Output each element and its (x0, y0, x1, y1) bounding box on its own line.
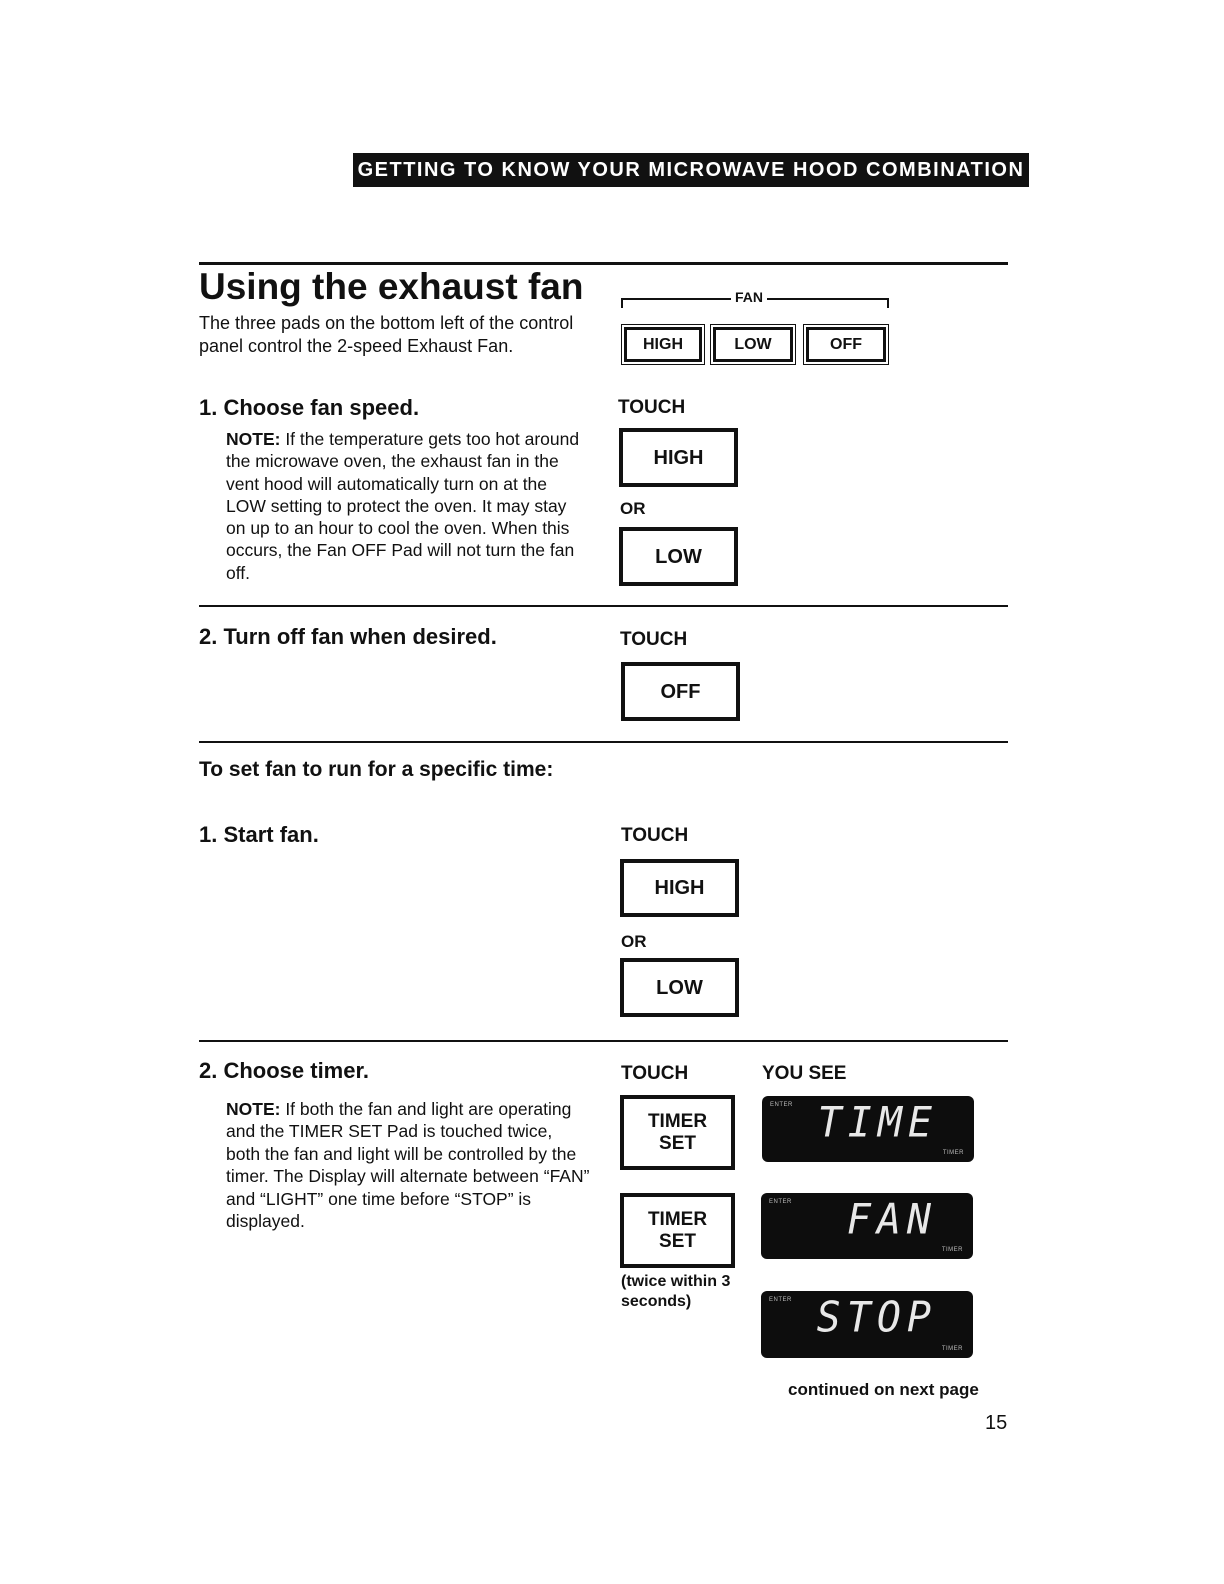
touch-label: TOUCH (621, 1063, 689, 1084)
display-text: STOP (816, 1293, 937, 1343)
fan-label: FAN (731, 289, 767, 305)
divider (199, 605, 1008, 607)
or-label: OR (621, 932, 647, 951)
fan-low-pad[interactable]: LOW (713, 327, 793, 362)
high-pad[interactable]: HIGH (620, 859, 739, 917)
page-title: Using the exhaust fan (199, 266, 584, 307)
section-banner: GETTING TO KNOW YOUR MICROWAVE HOOD COMBINATION (353, 153, 1029, 187)
fan-off-pad[interactable]: OFF (806, 327, 886, 362)
step-heading: 2. Choose timer. (199, 1058, 369, 1083)
pad-line: TIMER (647, 1208, 708, 1230)
or-label: OR (620, 499, 646, 518)
display-timer-label: TIMER (941, 1346, 963, 1352)
note-body: If both the fan and light are operating and the TIMER SET Pad is touched twice, both the fan and light will be controlled by the timer. The Display will alternate between “FAN” and “LIGHT” one time before “STOP” is displayed. (226, 1099, 590, 1232)
display-text: FAN (846, 1195, 937, 1245)
touch-label: TOUCH (621, 825, 689, 846)
twice-note: (twice within 3 seconds) (621, 1273, 731, 1310)
divider (199, 741, 1008, 743)
note-label: NOTE: (226, 429, 281, 449)
continued-note: continued on next page (788, 1380, 979, 1399)
fan-high-pad[interactable]: HIGH (624, 327, 702, 362)
display-timer-label: TIMER (942, 1150, 964, 1156)
timer-set-pad[interactable] (620, 1193, 735, 1268)
note-text (226, 1098, 591, 1232)
note-text (226, 428, 588, 584)
step-heading: 1. Start fan. (199, 822, 319, 847)
note-label: NOTE: (226, 1099, 281, 1119)
low-pad[interactable]: LOW (620, 958, 739, 1017)
divider (199, 1040, 1008, 1042)
high-pad[interactable]: HIGH (619, 428, 738, 487)
pad-line: SET (659, 1230, 696, 1252)
display-timer-label: TIMER (941, 1247, 963, 1253)
touch-label: TOUCH (618, 397, 686, 418)
display-enter-label: ENTER (769, 1199, 792, 1205)
pad-line: SET (659, 1132, 696, 1154)
step-heading: 2. Turn off fan when desired. (199, 624, 497, 649)
low-pad[interactable]: LOW (619, 527, 738, 586)
timer-set-pad[interactable] (620, 1095, 735, 1170)
display-enter-label: ENTER (770, 1102, 793, 1108)
section-heading: To set fan to run for a specific time: (199, 758, 554, 781)
pad-line: TIMER (647, 1110, 708, 1132)
fan-panel (621, 289, 889, 308)
divider (199, 262, 1008, 265)
you-see-label: YOU SEE (762, 1063, 847, 1084)
note-body: If the temperature gets too hot around the microwave oven, the exhaust fan in the vent hood will automatically turn on at the LOW setting to protect the oven. It may stay on up to an hour to cool the oven. When this occurs, the Fan OFF Pad will not turn the fan off. (226, 429, 580, 583)
display-text: TIME (817, 1098, 938, 1148)
intro-text: The three pads on the bottom left of the control panel control the 2-speed Exhaust Fan. (199, 313, 574, 356)
off-pad[interactable]: OFF (621, 662, 740, 721)
display-enter-label: ENTER (769, 1297, 792, 1303)
page-number: 15 (985, 1412, 1008, 1434)
touch-label: TOUCH (620, 629, 688, 650)
step-heading: 1. Choose fan speed. (199, 395, 420, 420)
display-screen (762, 1096, 974, 1162)
display-screen (761, 1193, 973, 1259)
display-screen (761, 1291, 973, 1358)
